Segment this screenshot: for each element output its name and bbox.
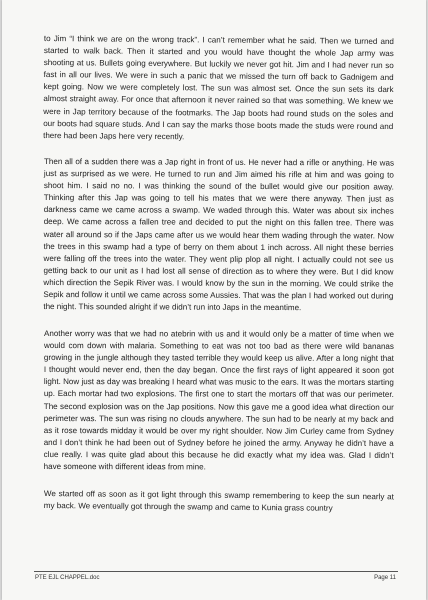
paragraph-4: We started off as soon as it got light through this swamp remembering to keep the sun nearly at my back. We eventually got through the swamp and came to Kunia grass country [43, 488, 394, 513]
footer-divider [34, 571, 398, 572]
footer-filename: PTE EJL CHAPPEL.doc [35, 575, 100, 581]
footer-page-number: Page 11 [374, 575, 396, 581]
paragraph-1: to Jim “I think we are on the wrong track”. I can’t remember what he said. Then we turned and started to walk back. Then it started and you would have thought the whole Jap army was shooting at us. Bullets going everywhere. But luckily we never got hit. Jim and I had never run so fast in all our lives. We were in such a panic that we missed the turn off back to Gadnigem and kept going. Now we were completely lost. The sun was almost set. Once the sun sets its dark almost straight away. For once that afternoon it never rained so that was something. We knew we were in Jap territory because of the footmarks. The Jap boots had round studs on the soles and our boots had square studs. And I can say the marks those boots made the studs were round and there had been Japs here very recently. [43, 33, 394, 141]
paragraph-2: Then all of a sudden there was a Jap right in front of us. He never had a rifle or anything. He was just as surprised as we were. He turned to run and Jim aimed his rifle at him and was going to shoot him. I said no no. I was thinking the sound of the bullet would give our position away. Thinking after this Jap was going to tell his mates that we were there anyway. Then just as darkness came we came across a swamp. We waded through this. Water was about six inches deep. We came across a fallen tree and decided to put the night on this fallen tree. There was water all around so if the Japs came after us we would hear them wading through the water. Now the trees in this swamp had a type of berry on them about 1 inch across. All night these berries were falling off the trees into the water. They went plip plop all night. I actually could not see us getting back to our unit as I had lost all sense of direction as to where they were. But I did know which direction the Sepik River was. I would know by the sun in the morning. We could strike the Sepik and follow it until we came across some Aussies. That was the plan I had worked out during the night. This sounded alright if we didn’t run into Japs in the meantime. [43, 157, 394, 313]
paragraph-3: Another worry was that we had no atebrin with us and it would only be a matter of time when we would com down with malaria. Something to eat was not too bad as there were wild bananas growing in the jungle although they tasted terrible they would keep us alive. After a long night that I thought would never end, then the day began. Once the first rays of light appeared it soon got light. Now just as day was breaking I heard what was music to the ears. It was the mortars starting up. Each mortar had two explosions. The first one to start the mortars off that was our perimeter. The second explosion was on the Jap positions. Now this gave me a good idea what direction our perimeter was. The sun was rising no clouds anywhere. The sun had to be nearly at my back and as it rose towards midday it would be over my right shoulder. Now Jim Curley came from Sydney and I don’t think he had been out of Sydney before he joined the army. Anyway he didn’t have a clue really. I was quite glad about this because he did exactly what my idea was. Glad I didn’t have someone with different ideas from mine. [43, 329, 394, 472]
document-body [44, 33, 394, 526]
document-page [2, 0, 426, 600]
